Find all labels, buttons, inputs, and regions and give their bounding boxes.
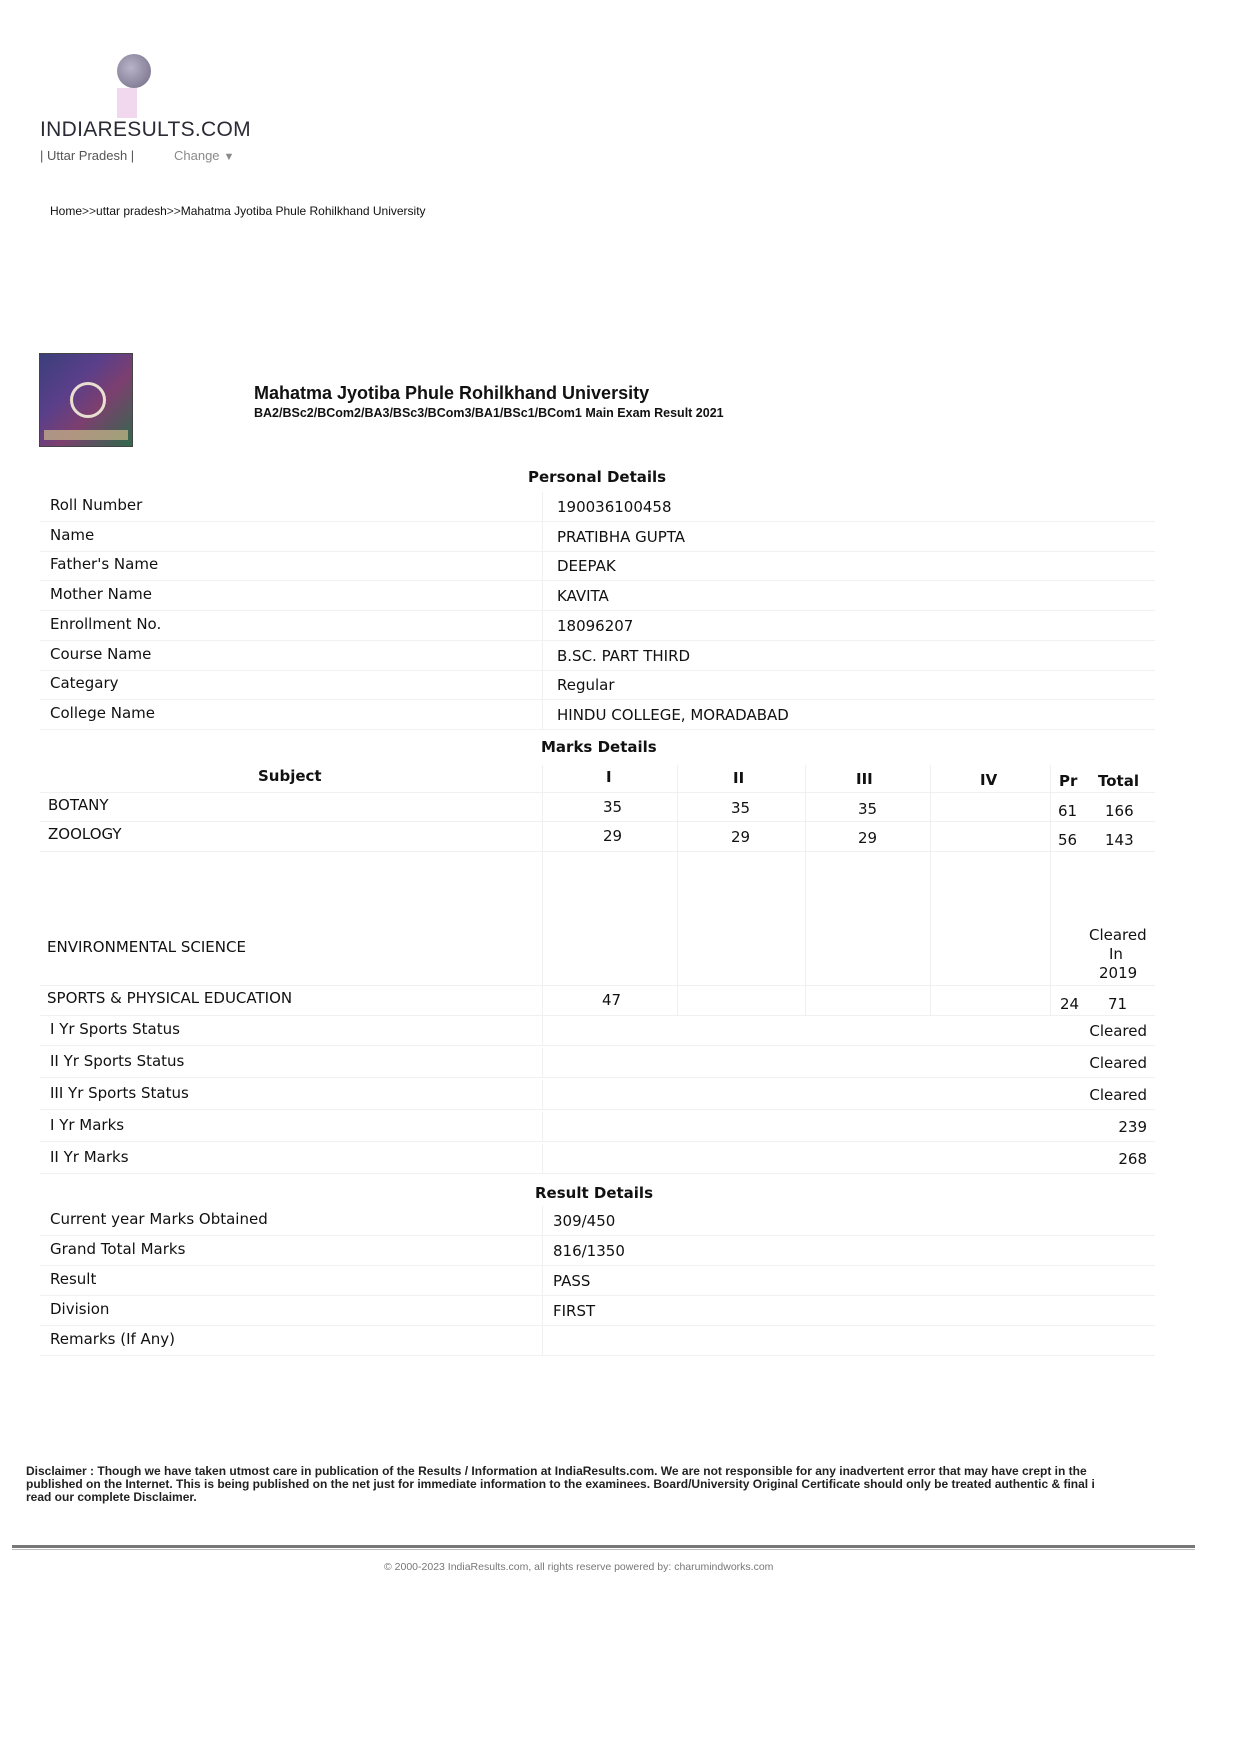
col-total: Total xyxy=(1098,772,1139,790)
grid-line xyxy=(542,492,543,521)
col-ii: II xyxy=(733,769,745,787)
mark-i: 35 xyxy=(603,798,623,816)
detail-row xyxy=(40,611,1155,641)
mark-pr: 24 xyxy=(1060,995,1080,1013)
env-status-line: 2019 xyxy=(1099,964,1138,982)
grid-line xyxy=(805,765,806,1015)
detail-row xyxy=(40,670,1155,700)
col-i: I xyxy=(606,768,612,786)
detail-label: Course Name xyxy=(50,644,152,663)
detail-label: III Yr Sports Status xyxy=(50,1084,189,1102)
grid-line xyxy=(542,1080,543,1109)
site-name[interactable]: INDIARESULTS.COM xyxy=(40,118,251,141)
region-label: | Uttar Pradesh | xyxy=(40,148,135,163)
footer-divider xyxy=(12,1545,1195,1548)
grid-line xyxy=(677,765,678,1015)
detail-row xyxy=(40,1326,1155,1356)
grid-line xyxy=(542,1016,543,1045)
logo-banner xyxy=(44,430,128,440)
detail-value: PRATIBHA GUPTA xyxy=(557,527,686,546)
detail-value: KAVITA xyxy=(557,587,609,606)
grid-line xyxy=(542,1266,543,1295)
disclaimer-line: published on the Internet. This is being published on the net just for immediate information to the examinees. Board/University Original Certificate should only be treated authentic & final i xyxy=(26,1477,1095,1491)
detail-row xyxy=(40,551,1155,581)
detail-value: Cleared xyxy=(1089,1022,1147,1040)
mark-pr: 56 xyxy=(1058,831,1078,849)
breadcrumb-separator: >> xyxy=(166,204,181,218)
grid-line xyxy=(542,765,543,1015)
result-details-heading: Result Details xyxy=(535,1184,653,1202)
grid-line xyxy=(542,670,543,699)
chevron-down-icon: ▼ xyxy=(223,151,235,163)
detail-value: PASS xyxy=(553,1272,591,1290)
detail-row xyxy=(40,1296,1155,1326)
grid-line xyxy=(542,581,543,610)
detail-label: Categary xyxy=(50,674,119,693)
detail-value: DEEPAK xyxy=(557,557,616,576)
col-iii: III xyxy=(856,770,873,788)
mark-total: 143 xyxy=(1105,831,1134,849)
grid-line xyxy=(40,851,1155,852)
detail-label: Current year Marks Obtained xyxy=(50,1210,268,1228)
subject-name: SPORTS & PHYSICAL EDUCATION xyxy=(47,989,293,1007)
detail-value: Regular xyxy=(557,676,615,695)
detail-row xyxy=(40,1206,1155,1236)
grid-line xyxy=(542,1326,543,1355)
mark-ii: 35 xyxy=(731,799,751,817)
personal-details-heading: Personal Details xyxy=(528,468,667,486)
detail-row xyxy=(40,1144,1155,1174)
grid-line xyxy=(542,611,543,640)
breadcrumb-separator: >> xyxy=(82,204,97,218)
detail-value: 268 xyxy=(1118,1150,1147,1168)
breadcrumb-university[interactable]: Mahatma Jyotiba Phule Rohilkhand University xyxy=(180,204,426,218)
grid-line xyxy=(542,1296,543,1325)
wheel-emblem-icon xyxy=(70,382,106,418)
grid-line xyxy=(542,641,543,670)
detail-value: B.SC. PART THIRD xyxy=(557,646,691,665)
detail-value: FIRST xyxy=(553,1302,596,1320)
detail-label: Enrollment No. xyxy=(50,614,162,633)
detail-row xyxy=(40,1266,1155,1296)
detail-row xyxy=(40,700,1155,730)
detail-label: Grand Total Marks xyxy=(50,1240,186,1258)
col-subject: Subject xyxy=(258,767,322,785)
detail-value: Cleared xyxy=(1089,1086,1147,1104)
detail-row xyxy=(40,1016,1155,1046)
breadcrumb xyxy=(50,204,426,218)
subject-name: ZOOLOGY xyxy=(48,825,122,843)
grid-line xyxy=(930,765,931,1015)
col-iv: IV xyxy=(980,771,998,789)
detail-label: Division xyxy=(50,1300,110,1318)
disclaimer xyxy=(26,1465,1196,1504)
breadcrumb-state[interactable]: uttar pradesh xyxy=(96,204,167,218)
breadcrumb-home[interactable]: Home xyxy=(50,204,83,218)
detail-label: Name xyxy=(50,525,95,544)
detail-value: Cleared xyxy=(1089,1054,1147,1072)
change-region-button[interactable] xyxy=(174,148,234,163)
grid-line xyxy=(542,1144,543,1173)
detail-value: 816/1350 xyxy=(553,1242,625,1260)
mark-iii: 35 xyxy=(858,800,878,818)
university-logo xyxy=(39,353,133,447)
detail-label: College Name xyxy=(50,703,155,722)
detail-value: 309/450 xyxy=(553,1212,616,1230)
site-logo-mark xyxy=(117,88,137,118)
detail-value: 18096207 xyxy=(557,616,634,635)
mark-ii: 29 xyxy=(731,828,751,846)
detail-label: I Yr Sports Status xyxy=(50,1020,180,1038)
detail-row xyxy=(40,522,1155,552)
grid-line xyxy=(40,985,1155,986)
marks-details-heading: Marks Details xyxy=(541,738,657,756)
exam-title: BA2/BSc2/BCom2/BA3/BSc3/BCom3/BA1/BSc1/BCom1 Main Exam Result 2021 xyxy=(254,406,724,420)
grid-line xyxy=(40,821,1155,822)
detail-label: II Yr Marks xyxy=(50,1148,129,1166)
detail-row xyxy=(40,581,1155,611)
detail-row xyxy=(40,1236,1155,1266)
env-status-line: In xyxy=(1109,945,1123,963)
mark-pr: 61 xyxy=(1058,802,1078,820)
detail-label: II Yr Sports Status xyxy=(50,1052,185,1070)
detail-row xyxy=(40,1080,1155,1110)
disclaimer-line: Disclaimer : Though we have taken utmost care in publication of the Results / Information at IndiaResults.com. We are not responsible for any inadvertent error that may have crept in the xyxy=(26,1464,1087,1478)
detail-value: HINDU COLLEGE, MORADABAD xyxy=(557,705,789,724)
detail-label: Father's Name xyxy=(50,555,159,574)
detail-label: I Yr Marks xyxy=(50,1116,125,1134)
detail-row xyxy=(40,492,1155,522)
subject-name: BOTANY xyxy=(48,796,109,814)
detail-label: Result xyxy=(50,1270,97,1288)
university-name: Mahatma Jyotiba Phule Rohilkhand University xyxy=(254,383,650,403)
mark-total: 71 xyxy=(1108,995,1128,1013)
detail-label: Remarks (If Any) xyxy=(50,1330,176,1348)
copyright: © 2000-2023 IndiaResults.com, all rights reserve powered by: charumindworks.com xyxy=(384,1561,774,1573)
grid-line xyxy=(542,1112,543,1141)
grid-line xyxy=(542,522,543,551)
grid-line xyxy=(542,551,543,580)
grid-line xyxy=(542,1048,543,1077)
detail-value: 190036100458 xyxy=(557,498,672,516)
detail-label: Mother Name xyxy=(50,585,152,604)
mark-total: 166 xyxy=(1105,802,1134,820)
detail-row xyxy=(40,641,1155,671)
subject-name: ENVIRONMENTAL SCIENCE xyxy=(47,938,246,956)
detail-label: Roll Number xyxy=(50,496,143,514)
change-label: Change xyxy=(174,148,220,163)
env-status-line: Cleared xyxy=(1089,926,1147,944)
detail-row xyxy=(40,1048,1155,1078)
grid-line xyxy=(542,700,543,729)
site-logo-icon[interactable] xyxy=(117,54,151,88)
grid-line xyxy=(40,792,1155,793)
disclaimer-link[interactable]: read our complete Disclaimer. xyxy=(26,1490,197,1504)
mark-i: 47 xyxy=(602,991,622,1009)
footer-divider xyxy=(12,1549,1195,1550)
detail-row xyxy=(40,1112,1155,1142)
grid-line xyxy=(542,1206,543,1235)
mark-iii: 29 xyxy=(858,829,878,847)
mark-i: 29 xyxy=(603,827,623,845)
detail-value: 239 xyxy=(1118,1118,1147,1136)
grid-line xyxy=(542,1236,543,1265)
grid-line xyxy=(1050,765,1051,1015)
col-pr: Pr xyxy=(1059,772,1078,790)
